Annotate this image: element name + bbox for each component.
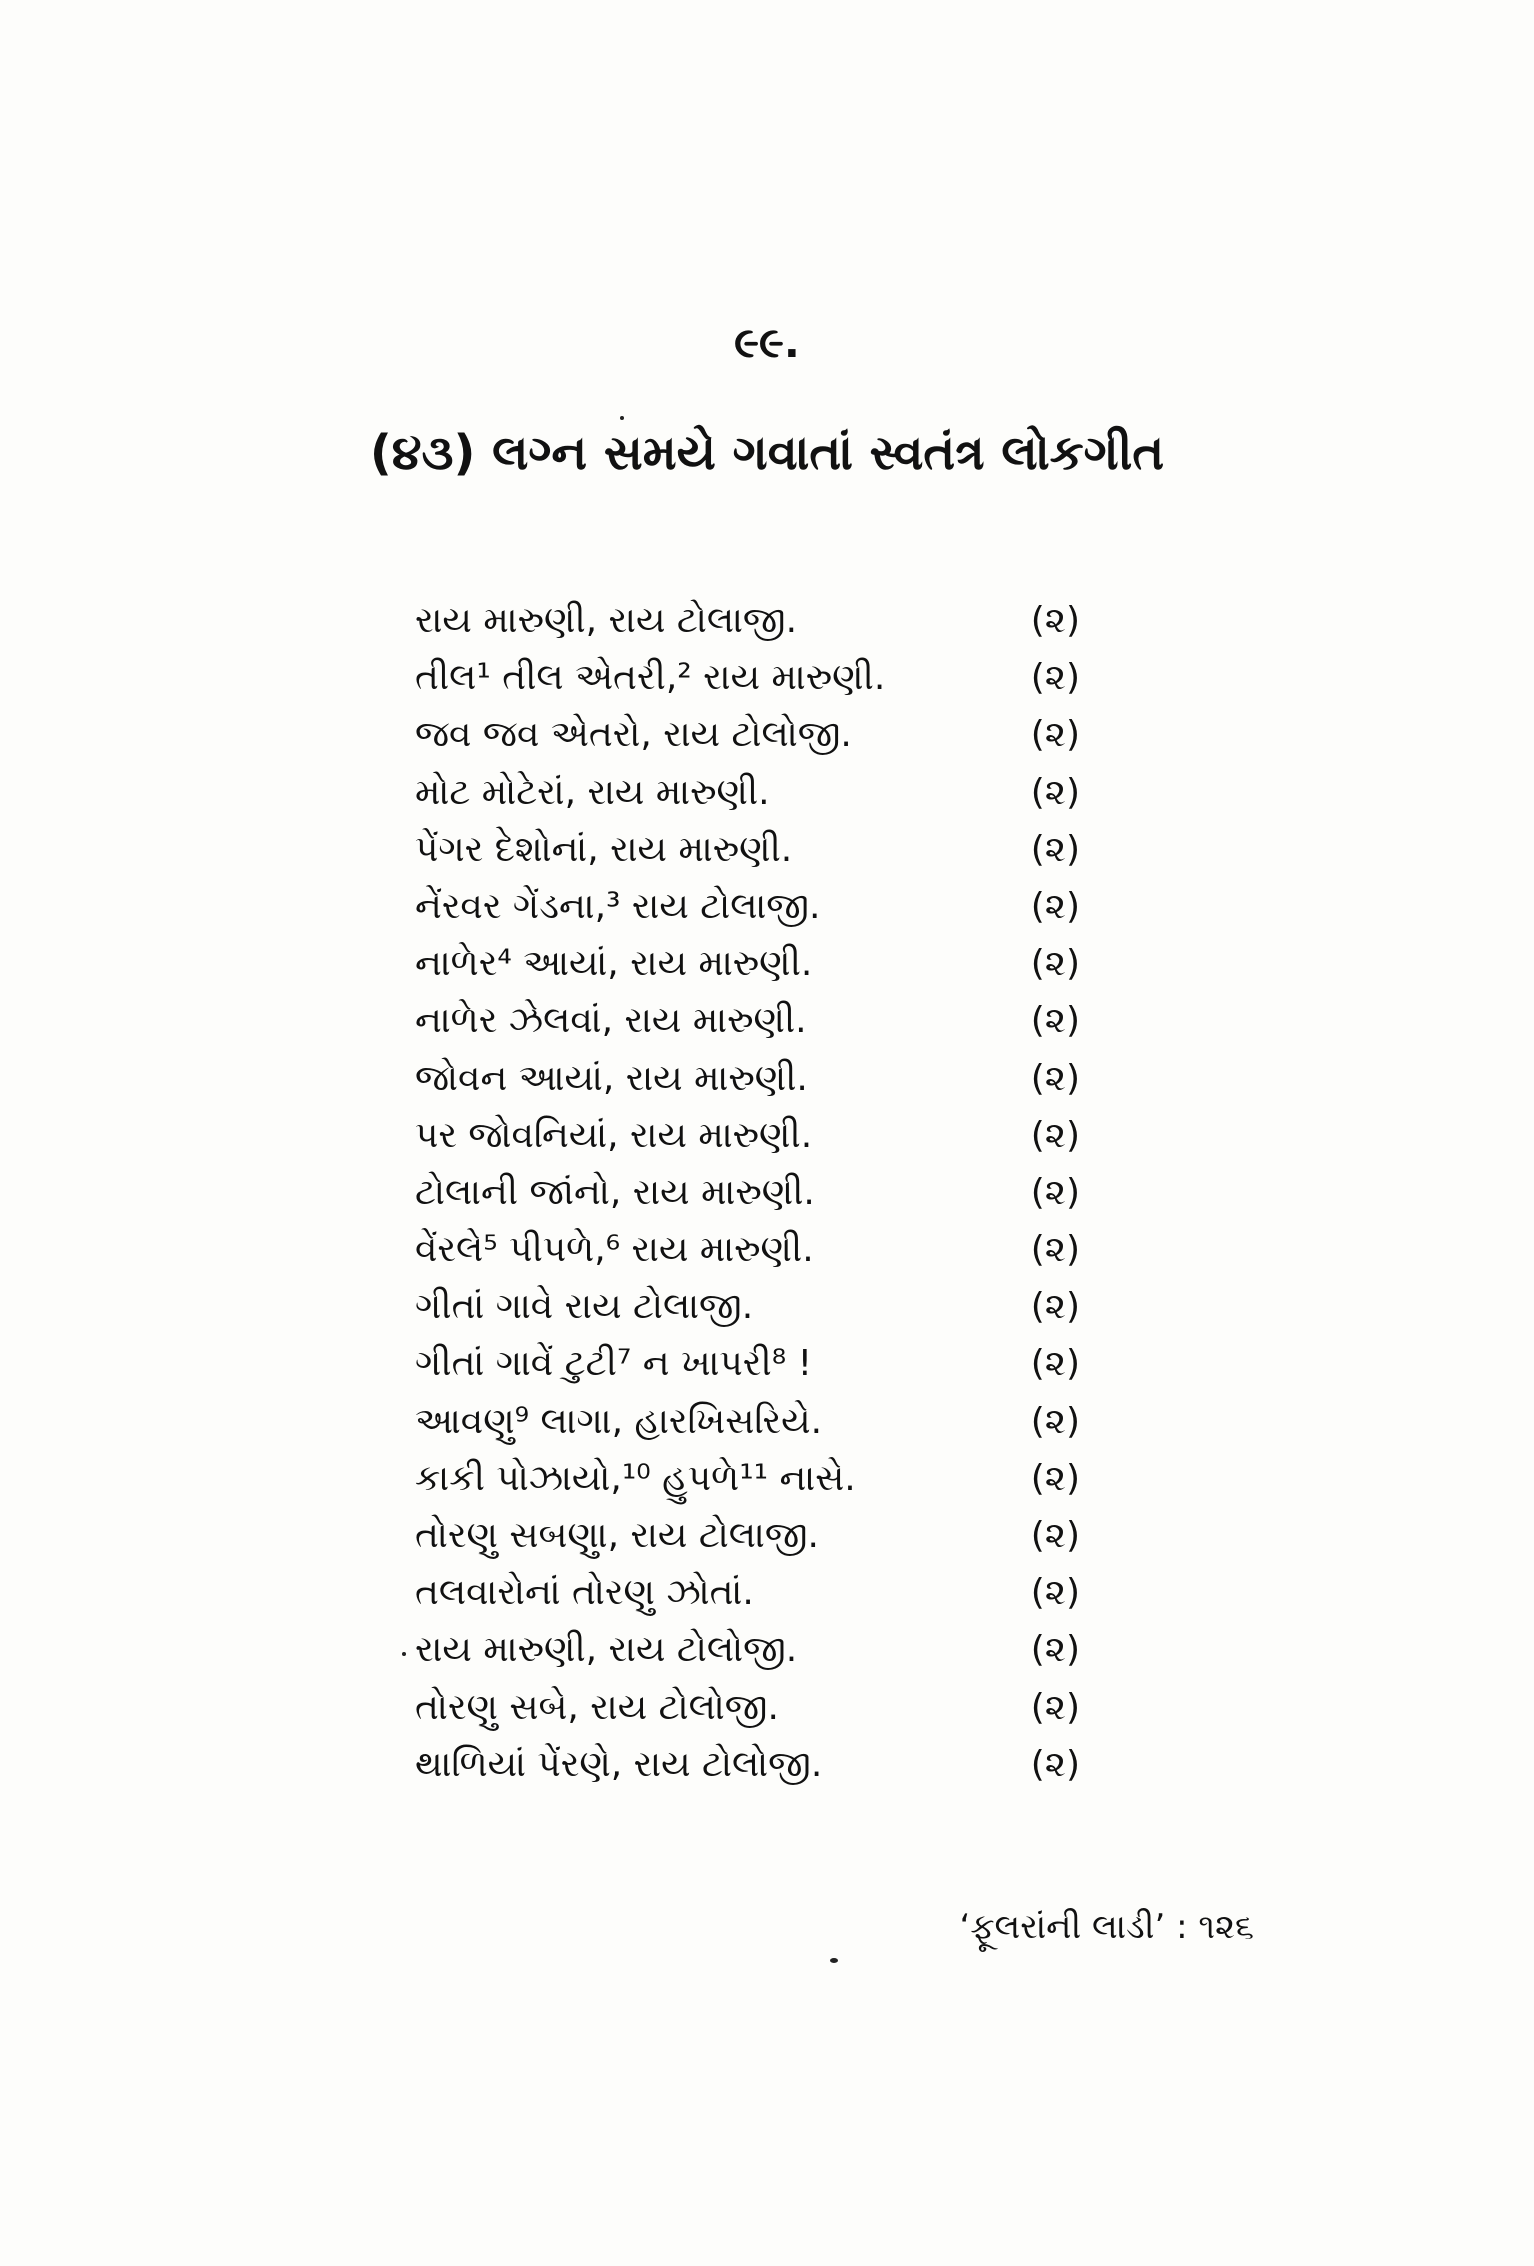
poem-line (415, 1343, 1080, 1400)
print-speck (830, 1958, 838, 1963)
poem-line-text: પર જોવનિયાં, રાય મારુણી. (415, 1114, 813, 1156)
page-number: ૯૯. (734, 318, 800, 367)
repeat-marker: (૨) (1030, 1686, 1080, 1728)
poem-line-text: નેંરવર ગેંડના,³ રાય ટોલાજી. (415, 885, 821, 927)
repeat-marker: (૨) (1030, 1629, 1080, 1671)
print-speck (620, 416, 624, 420)
poem-line-text: ગીતાં ગાવે રાય ટોલાજી. (415, 1286, 754, 1328)
poem-line (415, 657, 1080, 714)
poem-line-text: તોરણુ સબણુા, રાય ટોલાજી. (415, 1515, 819, 1556)
repeat-marker: (૨) (1030, 943, 1080, 985)
repeat-marker: (૨) (1030, 1000, 1080, 1042)
poem-line-text: રાય મારુણી, રાય ટોલોજી. (415, 1629, 798, 1671)
repeat-marker: (૨) (1030, 885, 1080, 927)
poem-line (415, 1687, 1080, 1744)
poem-line (415, 1744, 1080, 1801)
repeat-marker: (૨) (1030, 1114, 1080, 1156)
repeat-marker: (૨) (1030, 657, 1080, 699)
repeat-marker: (૨) (1030, 1457, 1080, 1499)
poem-line (415, 714, 1080, 771)
repeat-marker: (૨) (1030, 1400, 1080, 1442)
repeat-marker: (૨) (1030, 1515, 1080, 1556)
poem-line (415, 829, 1080, 886)
repeat-marker: (૨) (1030, 1286, 1080, 1328)
poem-line-text: ટોલાની જાંનો, રાય મારુણી. (415, 1171, 815, 1213)
repeat-marker: (૨) (1030, 1743, 1080, 1785)
repeat-marker: (૨) (1030, 1171, 1080, 1213)
repeat-marker: (૨) (1030, 1343, 1080, 1385)
poem-line-text: વેંરલે⁵ પીપળે,⁶ રાય મારુણી. (415, 1229, 814, 1271)
poem-line (415, 1058, 1080, 1115)
poem-line (415, 1629, 1080, 1686)
poem-line (415, 1115, 1080, 1172)
poem-line-text: નાળેર⁴ આયાં, રાય મારુણી. (415, 943, 813, 985)
poem-line-text: પેંગર દેશોનાં, રાય મારુણી. (415, 828, 793, 870)
poem-line (415, 1286, 1080, 1343)
poem-line (415, 943, 1080, 1000)
poem-line (415, 772, 1080, 829)
repeat-marker: (૨) (1030, 828, 1080, 870)
repeat-marker: (૨) (1030, 1229, 1080, 1271)
poem-line-text: રાય મારુણી, રાય ટોલાજી. (415, 600, 798, 641)
source-note: ‘ફૂલરાંની લાડી’ : ૧૨૬ (959, 1907, 1254, 1947)
repeat-marker: (૨) (1030, 1572, 1080, 1614)
repeat-marker: (૨) (1030, 771, 1080, 813)
poem-line-text: તીલ¹ તીલ એતરી,² રાય મારુણી. (415, 657, 886, 699)
poem-line (415, 886, 1080, 943)
poem-line-text: મોટ મોટેરાં, રાય મારુણી. (415, 771, 770, 813)
repeat-marker: (૨) (1030, 1057, 1080, 1099)
poem-line-text: આવણુ⁹ લાગા, હારખિસરિયે. (415, 1400, 823, 1442)
poem-line (415, 600, 1080, 657)
poem-line (415, 1458, 1080, 1515)
poem-line (415, 1401, 1080, 1458)
poem-line-text: ગીતાં ગાવેં ટુટી⁷ ન ખાપરી⁸ ! (415, 1343, 813, 1385)
poem-line-text: નાળેર ઝેલવાં, રાય મારુણી. (415, 1000, 807, 1042)
repeat-marker: (૨) (1030, 714, 1080, 756)
poem (415, 600, 1080, 1801)
poem-line (415, 1572, 1080, 1629)
poem-line-text: જવ જવ એતરો, રાય ટોલોજી. (415, 714, 852, 756)
section-heading: (૪૩) લગ્ન સમયે ગવાતાં સ્વતંત્ર લોકગીત (369, 425, 1165, 481)
repeat-marker: (૨) (1030, 600, 1080, 641)
poem-line-text: જોવન આયાં, રાય મારુણી. (415, 1057, 808, 1099)
poem-line-text: થાળિયાં પેંરણે, રાય ટોલોજી. (415, 1743, 823, 1785)
poem-line-text: તલવારોનાં તોરણુ ઝોતાં. (415, 1572, 754, 1614)
poem-line (415, 1172, 1080, 1229)
poem-line (415, 1515, 1080, 1572)
poem-line (415, 1000, 1080, 1057)
poem-line (415, 1229, 1080, 1286)
poem-line-text: તોરણુ સબે, રાય ટોલોજી. (415, 1686, 779, 1728)
poem-line-text: કાકી પોઝાયો,¹⁰ હુપળે¹¹ નાસે. (415, 1457, 856, 1499)
print-speck (402, 1652, 406, 1656)
